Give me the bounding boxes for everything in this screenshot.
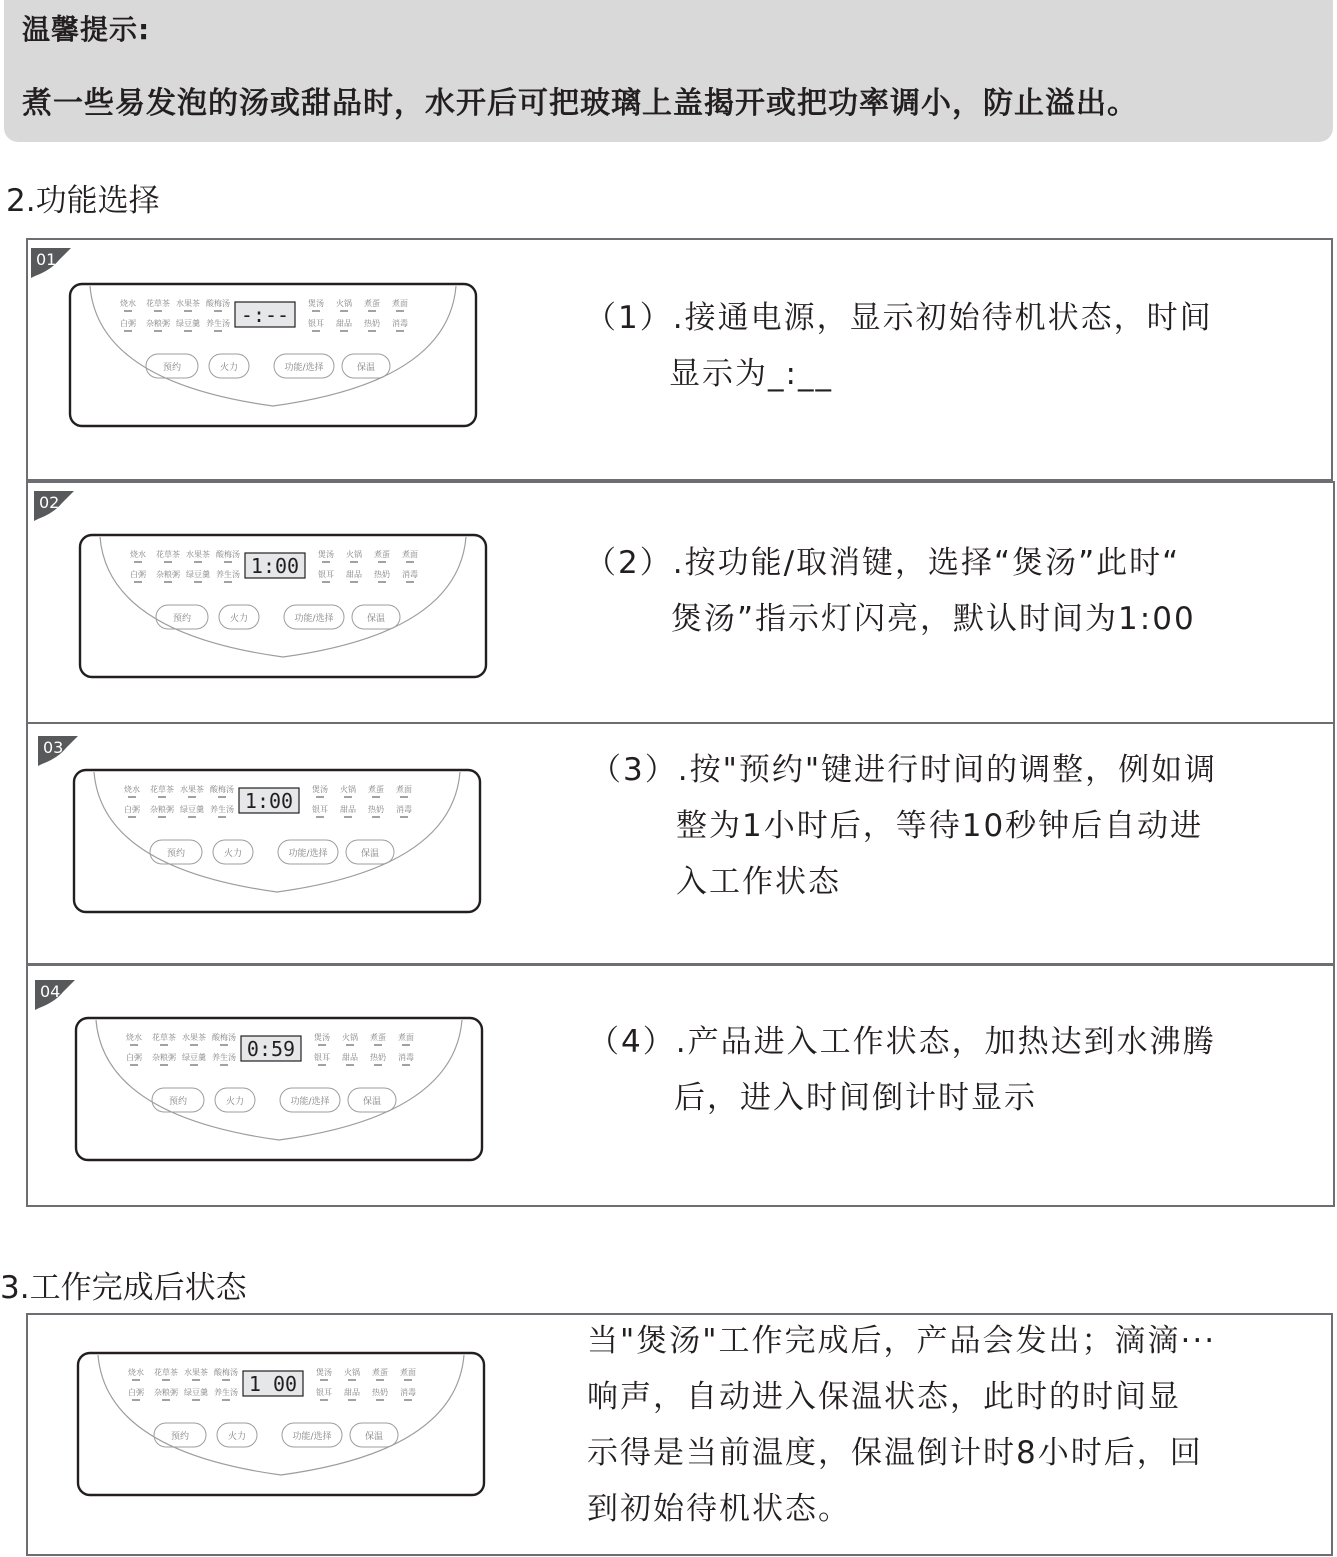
step-desc-line: （2）.按功能/取消键，选择“煲汤”此时“ (585, 545, 1181, 581)
step-description (585, 535, 1196, 647)
step-desc-line: 显示为_:__ (669, 356, 833, 392)
indicator-label: 消毒 (402, 570, 418, 579)
indicator-label: 水果茶 (176, 299, 200, 308)
control-panel (72, 768, 482, 918)
step-desc-line: （1）.接通电源，显示初始待机状态，时间 (585, 300, 1213, 336)
indicator-label: 银耳 (312, 805, 328, 814)
indicator-label: 热奶 (372, 1388, 388, 1397)
indicator-label: 白粥 (126, 1053, 142, 1062)
indicator-label: 热奶 (368, 805, 384, 814)
indicator-label: 煮面 (402, 550, 418, 559)
indicator-label: 养生汤 (214, 1388, 238, 1397)
indicator-label: 热奶 (370, 1053, 386, 1062)
section-after-work: 3.工作完成后状态 (0, 1270, 247, 1306)
svg-text:功能/选择: 功能/选择 (288, 849, 328, 859)
indicator-label: 消毒 (396, 805, 412, 814)
svg-text:功能/选择: 功能/选择 (290, 1097, 330, 1107)
svg-text:火力: 火力 (229, 614, 249, 624)
indicator-label: 银耳 (308, 319, 324, 328)
tip-body: 煮一些易发泡的汤或甜品时，水开后可把玻璃上盖揭开或把功率调小，防止溢出。 (22, 86, 1138, 121)
indicator-label: 酸梅汤 (206, 299, 230, 308)
svg-text:保温: 保温 (366, 614, 386, 624)
indicator-label: 热奶 (374, 570, 390, 579)
indicator-label: 煮蛋 (372, 1368, 388, 1377)
step-desc-line: （3）.按"预约"键进行时间的调整，例如调 (590, 752, 1218, 788)
control-panel (78, 533, 488, 683)
control-panel (76, 1351, 486, 1501)
indicator-label: 煮面 (392, 299, 408, 308)
indicator-label: 绿豆羹 (184, 1388, 208, 1397)
svg-text:预约: 预约 (162, 363, 182, 373)
indicator-label: 甜品 (342, 1053, 358, 1062)
indicator-label: 水果茶 (182, 1033, 206, 1042)
step-card-4 (26, 964, 1335, 1207)
indicator-label: 养生汤 (210, 805, 234, 814)
indicator-label: 烧水 (120, 299, 136, 308)
indicator-label: 水果茶 (186, 550, 210, 559)
indicator-label: 煮蛋 (368, 785, 384, 794)
indicator-label: 杂粮粥 (152, 1053, 176, 1062)
indicator-label: 白粥 (128, 1388, 144, 1397)
svg-text:预约: 预约 (170, 1432, 190, 1442)
step-badge: 04 (35, 980, 75, 1010)
indicator-label: 酸梅汤 (212, 1033, 236, 1042)
indicator-label: 烧水 (124, 785, 140, 794)
indicator-label: 酸梅汤 (216, 550, 240, 559)
indicator-label: 杂粮粥 (150, 805, 174, 814)
indicator-label: 白粥 (130, 570, 146, 579)
svg-text:火力: 火力 (219, 363, 239, 373)
indicator-label: 煲汤 (314, 1033, 330, 1042)
display-readout: 1:00 (250, 554, 300, 578)
indicator-label: 火锅 (340, 785, 356, 794)
indicator-label: 消毒 (398, 1053, 414, 1062)
final-desc-line: 响声，自动进入保温状态，此时的时间显 (587, 1379, 1181, 1415)
final-desc-line: 当"煲汤"工作完成后，产品会发出；滴滴··· (587, 1323, 1217, 1359)
indicator-label: 养生汤 (212, 1053, 236, 1062)
svg-text:火力: 火力 (227, 1432, 247, 1442)
indicator-label: 杂粮粥 (154, 1388, 178, 1397)
indicator-label: 火锅 (346, 550, 362, 559)
step-desc-line: （4）.产品进入工作状态，加热达到水沸腾 (588, 1024, 1216, 1060)
display-readout: 1 00 (248, 1372, 298, 1396)
panel-drawing (72, 768, 482, 914)
svg-text:保温: 保温 (362, 1097, 382, 1107)
display-readout: -:-- (240, 303, 290, 327)
svg-text:火力: 火力 (223, 849, 243, 859)
tip-title: 温馨提示: (22, 13, 151, 46)
indicator-label: 养生汤 (216, 570, 240, 579)
indicator-label: 消毒 (400, 1388, 416, 1397)
indicator-label: 花草茶 (156, 550, 180, 559)
final-description (587, 1313, 1216, 1537)
svg-text:保温: 保温 (356, 363, 376, 373)
indicator-label: 煮面 (400, 1368, 416, 1377)
indicator-label: 银耳 (314, 1053, 330, 1062)
indicator-label: 消毒 (392, 319, 408, 328)
indicator-label: 酸梅汤 (214, 1368, 238, 1377)
indicator-label: 花草茶 (154, 1368, 178, 1377)
indicator-label: 火锅 (344, 1368, 360, 1377)
indicator-label: 烧水 (126, 1033, 142, 1042)
indicator-label: 绿豆羹 (182, 1053, 206, 1062)
display-readout: 0:59 (246, 1037, 296, 1061)
indicator-label: 花草茶 (146, 299, 170, 308)
indicator-label: 火锅 (336, 299, 352, 308)
step-desc-line: 入工作状态 (676, 864, 841, 900)
step-card-1 (26, 238, 1333, 481)
indicator-label: 煮面 (398, 1033, 414, 1042)
indicator-label: 绿豆羹 (186, 570, 210, 579)
section-function-select: 2.功能选择 (6, 183, 160, 219)
indicator-label: 白粥 (120, 319, 136, 328)
indicator-label: 杂粮粥 (146, 319, 170, 328)
indicator-label: 养生汤 (206, 319, 230, 328)
indicator-label: 烧水 (128, 1368, 144, 1377)
control-panel (74, 1016, 484, 1166)
indicator-label: 绿豆羹 (176, 319, 200, 328)
indicator-label: 煲汤 (318, 550, 334, 559)
indicator-label: 甜品 (344, 1388, 360, 1397)
display-readout: 1:00 (244, 789, 294, 813)
svg-text:功能/选择: 功能/选择 (294, 614, 334, 624)
svg-text:功能/选择: 功能/选择 (284, 363, 324, 373)
indicator-label: 烧水 (130, 550, 146, 559)
step-desc-line: 整为1小时后，等待10秒钟后自动进 (676, 808, 1204, 844)
step-description (590, 742, 1217, 910)
panel-drawing (74, 1016, 484, 1162)
indicator-label: 花草茶 (150, 785, 174, 794)
indicator-label: 银耳 (316, 1388, 332, 1397)
step-desc-line: 煲汤”指示灯闪亮，默认时间为1:00 (671, 601, 1196, 637)
step-card-2 (26, 481, 1335, 724)
svg-text:保温: 保温 (360, 849, 380, 859)
indicator-label: 煲汤 (308, 299, 324, 308)
indicator-label: 煮面 (396, 785, 412, 794)
indicator-label: 甜品 (336, 319, 352, 328)
indicator-label: 煲汤 (312, 785, 328, 794)
indicator-label: 酸梅汤 (210, 785, 234, 794)
indicator-label: 绿豆羹 (180, 805, 204, 814)
indicator-label: 甜品 (340, 805, 356, 814)
indicator-label: 水果茶 (180, 785, 204, 794)
svg-text:火力: 火力 (225, 1097, 245, 1107)
indicator-label: 银耳 (318, 570, 334, 579)
step-badge: 03 (38, 736, 78, 766)
svg-text:保温: 保温 (364, 1432, 384, 1442)
indicator-label: 热奶 (364, 319, 380, 328)
tip-banner (4, 0, 1333, 142)
panel-drawing (76, 1351, 486, 1497)
svg-text:预约: 预约 (168, 1097, 188, 1107)
svg-text:预约: 预约 (172, 614, 192, 624)
panel-drawing (78, 533, 488, 679)
final-desc-line: 示得是当前温度，保温倒计时8小时后，回 (587, 1435, 1203, 1471)
indicator-label: 煮蛋 (370, 1033, 386, 1042)
step-badge: 02 (34, 491, 74, 521)
indicator-label: 煮蛋 (364, 299, 380, 308)
step-badge: 01 (31, 248, 71, 278)
control-panel (68, 282, 478, 432)
indicator-label: 煮蛋 (374, 550, 390, 559)
panel-drawing (68, 282, 478, 428)
step-desc-line: 后，进入时间倒计时显示 (674, 1080, 1037, 1116)
final-desc-line: 到初始待机状态。 (587, 1491, 851, 1527)
indicator-label: 白粥 (124, 805, 140, 814)
indicator-label: 杂粮粥 (156, 570, 180, 579)
step-card-3 (26, 722, 1335, 965)
svg-text:功能/选择: 功能/选择 (292, 1432, 332, 1442)
svg-text:预约: 预约 (166, 849, 186, 859)
indicator-label: 水果茶 (184, 1368, 208, 1377)
indicator-label: 甜品 (346, 570, 362, 579)
indicator-label: 花草茶 (152, 1033, 176, 1042)
step-description (588, 1014, 1216, 1126)
indicator-label: 煲汤 (316, 1368, 332, 1377)
indicator-label: 火锅 (342, 1033, 358, 1042)
step-description (585, 290, 1213, 402)
